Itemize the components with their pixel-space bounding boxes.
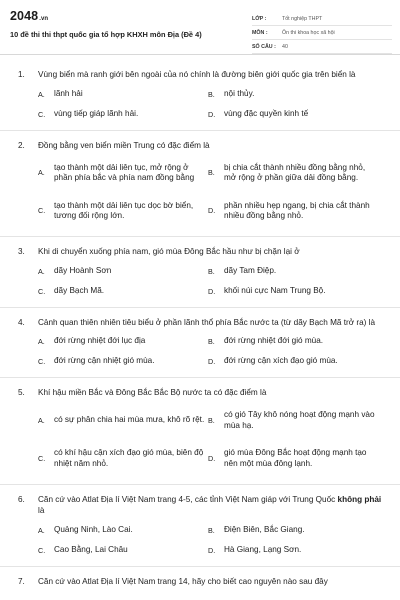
option-letter: B.: [208, 415, 215, 425]
answer-options: [0, 151, 400, 227]
option-b[interactable]: [206, 336, 376, 348]
question-stem: [0, 317, 400, 329]
question-text: Vùng biển mà ranh giới bên ngoài của nó chính là đường biên giới quốc gia trên biển là: [38, 70, 356, 79]
option-letter: D.: [208, 545, 216, 555]
option-letter: B.: [208, 525, 215, 535]
question-1: [0, 69, 400, 121]
option-letter: C.: [38, 545, 46, 555]
option-a[interactable]: [36, 525, 206, 537]
option-text: đới rừng nhiệt đới gió mùa.: [224, 336, 324, 345]
option-a[interactable]: [36, 157, 206, 189]
answer-options: [0, 399, 400, 475]
option-text: Cao Bằng, Lai Châu: [54, 544, 128, 554]
option-text: vùng tiếp giáp lãnh hải.: [54, 108, 139, 118]
option-d[interactable]: [206, 109, 376, 121]
question-list: [0, 55, 400, 587]
question-text: Đồng bằng ven biển miền Trung có đặc điểm là: [38, 140, 210, 150]
meta-value: Ôn thi khoa học xã hội: [282, 29, 335, 36]
option-letter: A.: [38, 266, 45, 276]
question-number: 1.: [18, 70, 25, 79]
option-text: đới rừng cận nhiệt gió mùa.: [54, 356, 155, 365]
meta-value: Tốt nghiệp THPT: [282, 15, 323, 22]
option-letter: A.: [38, 337, 45, 346]
option-b[interactable]: [206, 266, 376, 278]
option-d[interactable]: [206, 286, 376, 298]
question-number: 4.: [18, 317, 25, 327]
question-6: [0, 494, 400, 557]
option-b[interactable]: [206, 157, 376, 189]
question-stem: [0, 69, 400, 81]
option-letter: B.: [208, 266, 215, 276]
option-text: vùng đặc quyền kinh tế: [224, 108, 309, 118]
option-c[interactable]: [36, 356, 206, 368]
option-letter: A.: [38, 415, 45, 425]
brand-name: 2048: [10, 9, 39, 23]
option-text: dãy Tam Điệp.: [224, 265, 277, 275]
option-d[interactable]: [206, 545, 376, 557]
option-text: gió mùa Đông Bắc hoạt động mạnh tạo nên một mùa đông lạnh.: [224, 448, 367, 468]
question-7: [0, 576, 400, 588]
question-stem: [0, 140, 400, 152]
option-text: phần nhiều hẹp ngang, bị chia cắt thành nhiều đồng bằng nhỏ.: [224, 200, 370, 220]
option-text: có sự phân chia hai mùa mưa, khô rõ rệt.: [54, 415, 205, 425]
question-text: Khi di chuyển xuống phía nam, gió mùa Đông Bắc hầu như bị chặn lại ở: [38, 247, 300, 256]
option-d[interactable]: [206, 443, 376, 475]
option-text: Quảng Ninh, Lào Cai.: [54, 524, 133, 534]
meta-value: 40: [282, 43, 288, 50]
answer-options: [0, 328, 400, 368]
option-letter: C.: [38, 205, 46, 215]
option-c[interactable]: [36, 545, 206, 557]
option-letter: B.: [208, 337, 215, 346]
option-c[interactable]: [36, 286, 206, 298]
meta-row-count: [252, 40, 392, 54]
option-letter: B.: [208, 89, 215, 99]
option-letter: B.: [208, 167, 215, 177]
question-stem: [0, 494, 400, 517]
question-emphasis: không phải: [337, 494, 382, 504]
option-letter: D.: [208, 453, 216, 463]
option-letter: D.: [208, 357, 216, 366]
option-text: có khí hậu cận xích đạo gió mùa, biên độ nhiệt năm nhỏ.: [54, 448, 204, 468]
question-divider: [0, 130, 400, 131]
brand-tld: .vn: [39, 16, 49, 22]
question-4: [0, 317, 400, 369]
answer-options: [0, 81, 400, 121]
question-divider: [0, 566, 400, 567]
option-text: dãy Hoành Sơn: [54, 265, 112, 275]
option-letter: D.: [208, 109, 216, 119]
option-a[interactable]: [36, 336, 206, 348]
question-divider: [0, 236, 400, 237]
option-text: Hà Giang, Lạng Sơn.: [224, 544, 302, 554]
question-stem: [0, 576, 400, 588]
meta-row-class: [252, 12, 392, 26]
meta-key: MÔN :: [252, 29, 268, 36]
option-c[interactable]: [36, 195, 206, 227]
option-text: đới rừng cận xích đạo gió mùa.: [224, 356, 338, 365]
option-text: bị chia cắt thành nhiều đồng bằng nhỏ, mở rộng ở phần giữa dải đồng bằng.: [224, 162, 366, 182]
question-text: Khí hậu miền Bắc và Đông Bắc Bắc Bộ nước ta có đặc điểm là: [38, 388, 267, 397]
option-text: khối núi cực Nam Trung Bộ.: [224, 285, 326, 295]
option-letter: C.: [38, 109, 46, 119]
option-letter: C.: [38, 453, 46, 463]
option-a[interactable]: [36, 405, 206, 437]
document-title: 10 đề thi thi thpt quốc gia tổ hợp KHXH môn Địa (Đề 4): [10, 30, 202, 39]
option-text: đới rừng nhiệt đới lục địa: [54, 336, 146, 345]
option-text: tạo thành một dải liên tục dọc bờ biển, tương đối rộng lớn.: [54, 200, 194, 220]
question-number: 2.: [18, 140, 25, 150]
document-meta: [252, 12, 392, 54]
option-b[interactable]: [206, 525, 376, 537]
option-letter: D.: [208, 205, 216, 215]
option-text: dãy Bạch Mã.: [54, 285, 105, 295]
question-number: 6.: [18, 494, 25, 504]
question-text: Căn cứ vào Atlat Địa lí Việt Nam trang 4-5, các tỉnh Việt Nam giáp với Trung Quốc: [38, 494, 336, 504]
option-letter: A.: [38, 89, 45, 99]
option-d[interactable]: [206, 356, 376, 368]
option-text: Điện Biên, Bắc Giang.: [224, 524, 305, 534]
answer-options: [0, 258, 400, 298]
option-a[interactable]: [36, 266, 206, 278]
option-b[interactable]: [206, 405, 376, 437]
option-d[interactable]: [206, 195, 376, 227]
option-letter: C.: [38, 357, 46, 366]
option-letter: A.: [38, 167, 45, 177]
question-text-tail: là: [38, 506, 45, 515]
option-c[interactable]: [36, 443, 206, 475]
question-divider: [0, 377, 400, 378]
question-stem: [0, 387, 400, 399]
option-text: có gió Tây khô nóng hoạt động mạnh vào mùa hạ.: [224, 410, 375, 430]
question-number: 3.: [18, 247, 25, 256]
question-5: [0, 387, 400, 475]
question-text: Căn cứ vào Atlat Địa lí Việt Nam trang 14, hãy cho biết cao nguyên nào sau đây: [38, 576, 328, 586]
answer-options: [0, 517, 400, 557]
option-letter: D.: [208, 286, 216, 296]
question-3: [0, 246, 400, 298]
meta-row-subject: [252, 26, 392, 40]
meta-key: LỚP :: [252, 15, 267, 22]
question-divider: [0, 484, 400, 485]
question-number: 5.: [18, 388, 25, 397]
option-c[interactable]: [36, 109, 206, 121]
document-header: [0, 0, 400, 55]
meta-key: SỐ CÂU :: [252, 43, 276, 50]
option-letter: C.: [38, 286, 46, 296]
question-2: [0, 140, 400, 228]
question-text: Cảnh quan thiên nhiên tiêu biểu ở phần lãnh thổ phía Bắc nước ta (từ dãy Bạch Mã trở ra) là: [38, 317, 376, 327]
option-a[interactable]: [36, 89, 206, 101]
option-text: lãnh hải: [54, 88, 83, 98]
option-text: nội thủy.: [224, 88, 255, 98]
option-b[interactable]: [206, 89, 376, 101]
option-letter: A.: [38, 525, 45, 535]
question-number: 7.: [18, 576, 25, 586]
question-stem: [0, 246, 400, 258]
option-text: tạo thành một dải liên tục, mở rộng ở phần phía bắc và phía nam đồng bằng: [54, 162, 195, 182]
question-divider: [0, 307, 400, 308]
